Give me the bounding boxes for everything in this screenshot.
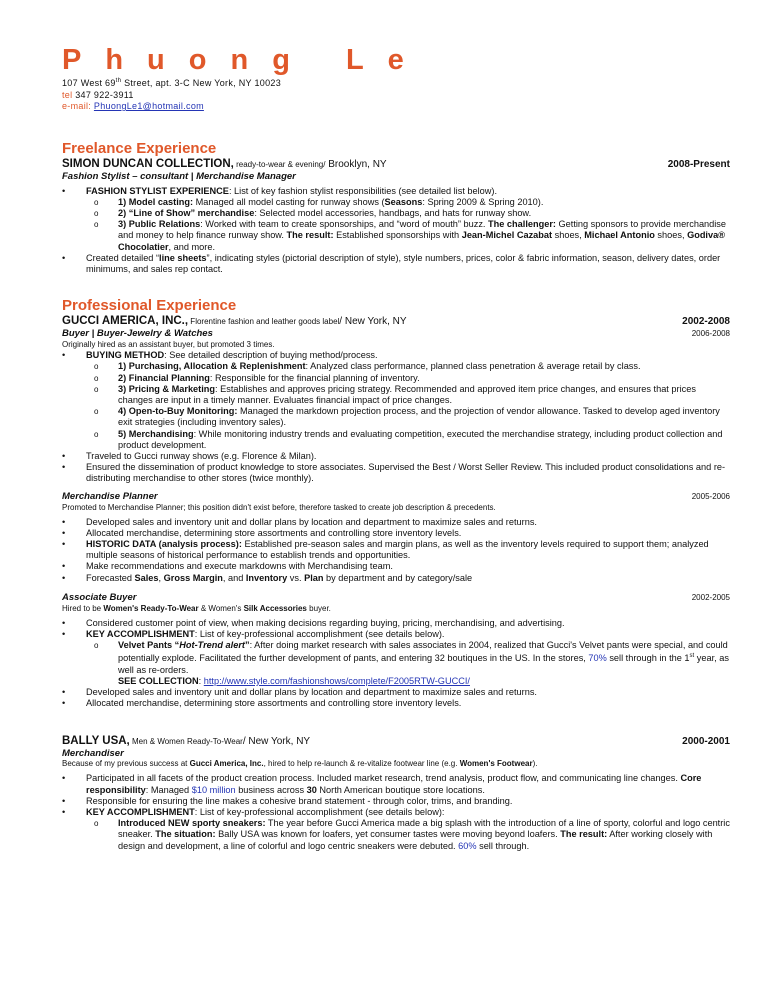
list-item: • Developed sales and inventory unit and dollar plans by location and department to maximize sales and returns. xyxy=(62,517,730,528)
ab-role-row xyxy=(62,592,730,604)
company-name: SIMON DUNCAN COLLECTION, xyxy=(62,157,234,170)
company-location: / New York, NY xyxy=(242,736,311,748)
list-item: • Forecasted Sales, Gross Margin, and Inventory vs. Plan by department and by category/sale xyxy=(62,573,730,584)
buyer-list xyxy=(62,350,730,484)
company-desc: Florentine fashion and leather goods label xyxy=(188,317,340,327)
list-item: • Developed sales and inventory unit and dollar plans by location and department to maximize sales and returns. xyxy=(62,687,730,698)
mp-years: 2005-2006 xyxy=(691,491,730,501)
bally-role: Merchandiser xyxy=(62,748,124,760)
ab-note: Hired to be Women's Ready-To-Wear & Women's Silk Accessories buyer. xyxy=(62,603,331,613)
address-line xyxy=(62,76,730,90)
bally-years: 2000-2001 xyxy=(682,736,730,748)
ab-role: Associate Buyer xyxy=(62,591,137,603)
company-location: Brooklyn, NY xyxy=(325,158,387,170)
mp-role: Merchandise Planner xyxy=(62,490,158,502)
list-item: o 1) Model casting: Managed all model casting for runway shows (Seasons: Spring 2009 & Spring 2010). xyxy=(86,197,730,208)
tel-label: tel xyxy=(62,89,73,100)
collection-link[interactable]: http://www.style.com/fashionshows/complete/F2005RTW-GUCCI/ xyxy=(203,675,470,686)
buyer-role-row xyxy=(62,328,730,340)
freelance-list xyxy=(62,186,730,276)
resume-page xyxy=(62,44,730,852)
list-item: o Velvet Pants “Hot-Trend alert”: After doing market research with sales associates in 2004, realized that Gucci's Velvet pants were special, and could potentially explode. Facilitated the further development of pants, and entering 32 boutiques in the US. In the stores, 70% sell through in the 1st year, as well as re-orders. SEE COLLECTION: http://www.style.com/fashionshows/complete/F2005RTW-GUCCI/ xyxy=(86,640,730,687)
company-desc: ready-to-wear & evening/ xyxy=(233,159,326,169)
gucci-years: 2002-2008 xyxy=(682,316,730,328)
company-name: GUCCI AMERICA, INC., xyxy=(62,315,189,328)
freelance-years: 2008-Present xyxy=(667,158,730,170)
list-item: o 2) “Line of Show” merchandise: Selected model accessories, handbags, and hats for runway show. xyxy=(86,208,730,219)
candidate-name: Phuong Le xyxy=(62,44,428,76)
mp-role-row xyxy=(62,491,730,503)
address-text-2: Street, apt. 3-C New York, NY 10023 xyxy=(121,78,281,88)
list-item: o 2) Financial Planning: Responsible for the financial planning of inventory. xyxy=(86,373,730,384)
email-label: e-mail: xyxy=(62,101,92,111)
list-item: o 4) Open-to-Buy Monitoring: Managed the markdown projection process, and the projection of vendor allowance. Tasked to develop aged inventory exit strategies (including inventory sales). xyxy=(86,406,730,428)
list-item: • Allocated merchandise, determining store assortments and controlling store inventory levels. xyxy=(62,698,730,709)
list-item: o 3) Public Relations: Worked with team to create sponsorships, and “word of mouth” buzz. The challenger: Getting sponsors to provide merchandise and money to help finance runway show. The result: Established sponsorships with Jean-Michel Cazabat shoes, Michael Antonio shoes, Godiva® Chocolatier, and more. xyxy=(86,219,730,253)
sub-list xyxy=(62,640,730,687)
list-item: • Responsible for ensuring the line makes a cohesive brand statement - through color, trims, and branding. xyxy=(62,796,730,807)
company-desc: Men & Women Ready-To-Wear xyxy=(129,737,243,747)
ab-list xyxy=(62,618,730,710)
sub-list xyxy=(62,197,730,253)
buyer-role: Buyer | Buyer-Jewelry & Watches xyxy=(62,328,213,340)
list-item: o Introduced NEW sporty sneakers: The year before Gucci America made a big splash with the introduction of a line of sporty, colorful and logo centric sneaker. The situation: Bally USA was known for loafers, yet consumer tastes were moving beyond loafers. The result: After working closely with design and development, a line of colorful and logo centric sneakers were debuted. 60% sell through. xyxy=(86,818,730,852)
list-item: • KEY ACCOMPLISHMENT: List of key-professional accomplishment (see details below): o Introduced NEW sporty sneakers: The year before Gucci America made a big splash with the introduction of a line of sporty, colorful and logo centric sneaker. The situation: Bally USA was known for loafers, yet consumer tastes were moving beyond loafers. The result: After working closely with design and development, a line of colorful and logo centric sneakers were debuted. 60% sell through. xyxy=(62,807,730,852)
list-item: • Allocated merchandise, determining store assortments and controlling store inventory levels. xyxy=(62,528,730,539)
email-link[interactable]: PhuongLe1@hotmail.com xyxy=(93,101,204,111)
freelance-role: Fashion Stylist – consultant | Merchandise Manager xyxy=(62,170,296,182)
email-line xyxy=(62,101,730,113)
bally-company-row xyxy=(62,735,730,748)
list-item: • FASHION STYLIST EXPERIENCE: List of key fashion stylist responsibilities (see detailed list below). o 1) Model casting: Managed all model casting for runway shows (Seasons: Spring 2009 & Spring 2010). o 2) “Line of Show” merchandise: Selected model accessories, handbags, and hats for runway show. o 3) Public Relations: Worked with team to create sponsorships, and “word of mouth” buzz. The challenger: Getting sponsors to provide merchandise and money to help finance runway show. The result: Established sponsorships with Jean-Michel Cazabat shoes, Michael Antonio shoes, Godiva® Chocolatier, and more. xyxy=(62,186,730,253)
freelance-heading: Freelance Experience xyxy=(62,139,217,157)
address-text: 107 West 69 xyxy=(62,78,116,88)
gucci-company-row xyxy=(62,315,730,328)
tel-number: 347 922-3911 xyxy=(72,89,134,100)
list-item: • Traveled to Gucci runway shows (e.g. Florence & Milan). xyxy=(62,451,730,462)
list-item: o 1) Purchasing, Allocation & Replenishment: Analyzed class performance, planned class penetration & average retail by class. xyxy=(86,361,730,372)
buyer-years: 2006-2008 xyxy=(691,329,730,339)
sub-list xyxy=(62,361,730,451)
list-item: • BUYING METHOD: See detailed description of buying method/process. o 1) Purchasing, Allocation & Replenishment: Analyzed class performance, planned class penetration & average retail by class. o 2) Financial Planning: Responsible for the financial planning of inventory. o 3) Pricing & Marketing: Establishes and approves pricing strategy. Recommended and approved item price changes, and ensures that prices changes are input in a timely manner. Evaluates financial impact of price changes. o 4) Open-to-Buy Monitoring: Managed the markdown projection process, and the projection of vendor allowance. Tasked to develop aged inventory exit strategies (including inventory sales). o 5) Merchandising: While monitoring industry trends and evaluating competition, executed the merchandise strategy, including product collection and product development. xyxy=(62,350,730,451)
list-item: • KEY ACCOMPLISHMENT: List of key-professional accomplishment (see details below). o Velvet Pants “Hot-Trend alert”: After doing market research with sales associates in 2004, realized that Gucci's Velvet pants were special, and could potentially explode. Facilitated the further development of pants, and entering 32 boutiques in the US. In the stores, 70% sell through in the 1st year, as well as re-orders. SEE COLLECTION: http://www.style.com/fashionshows/complete/F2005RTW-GUCCI/ xyxy=(62,629,730,687)
list-item: o 5) Merchandising: While monitoring industry trends and evaluating competition, executed the merchandise strategy, including product collection and product development. xyxy=(86,429,730,451)
sub-list xyxy=(62,818,730,852)
mp-note: Promoted to Merchandise Planner; this position didn't exist before, therefore tasked to create job description & precedents. xyxy=(62,502,496,512)
bally-list xyxy=(62,773,730,851)
company-name: BALLY USA, xyxy=(62,735,130,748)
list-item: • Ensured the dissemination of product knowledge to store associates. Supervised the Best / Worst Seller Review. This included product consolidations and re-distributing merchandise to other stores (twice monthly). xyxy=(62,462,730,484)
ab-years: 2002-2005 xyxy=(691,592,730,602)
bally-note: Because of my previous success at Gucci America, Inc., hired to help re-launch & re-vitalize footwear line (e.g. Women's Footwear). xyxy=(62,759,538,769)
buyer-note: Originally hired as an assistant buyer, but promoted 3 times. xyxy=(62,340,275,350)
list-item: o 3) Pricing & Marketing: Establishes and approves pricing strategy. Recommended and approved item price changes, and ensures that prices changes are input in a timely manner. Evaluates financial impact of price changes. xyxy=(86,384,730,406)
contact-block xyxy=(62,76,730,113)
freelance-company-row xyxy=(62,158,730,171)
list-item: • Created detailed “line sheets”, indicating styles (pictorial description of style), style numbers, prices, color & fabric information, season, delivery dates, order minimums, and sales rep contact. xyxy=(62,253,730,275)
mp-list xyxy=(62,517,730,584)
tel-line xyxy=(62,90,730,102)
company-location: / New York, NY xyxy=(339,316,407,328)
list-item: • Participated in all facets of the product creation process. Included market research, trend analysis, product flow, and communicating line changes. Core responsibility: Managed $10 million business across 30 North American boutique store locations. xyxy=(62,773,730,795)
address-sup: th xyxy=(115,78,122,84)
professional-heading: Professional Experience xyxy=(62,297,237,315)
list-item: • Considered customer point of view, when making decisions regarding buying, pricing, merchandising, and advertising. xyxy=(62,618,730,629)
list-item: • HISTORIC DATA (analysis process): Established pre-season sales and margin plans, as well as the inventory levels required to support them; analyzed multiple seasons of historical performance to establish trends and opportunities. xyxy=(62,539,730,561)
list-item: • Make recommendations and execute markdowns with Merchandising team. xyxy=(62,561,730,572)
